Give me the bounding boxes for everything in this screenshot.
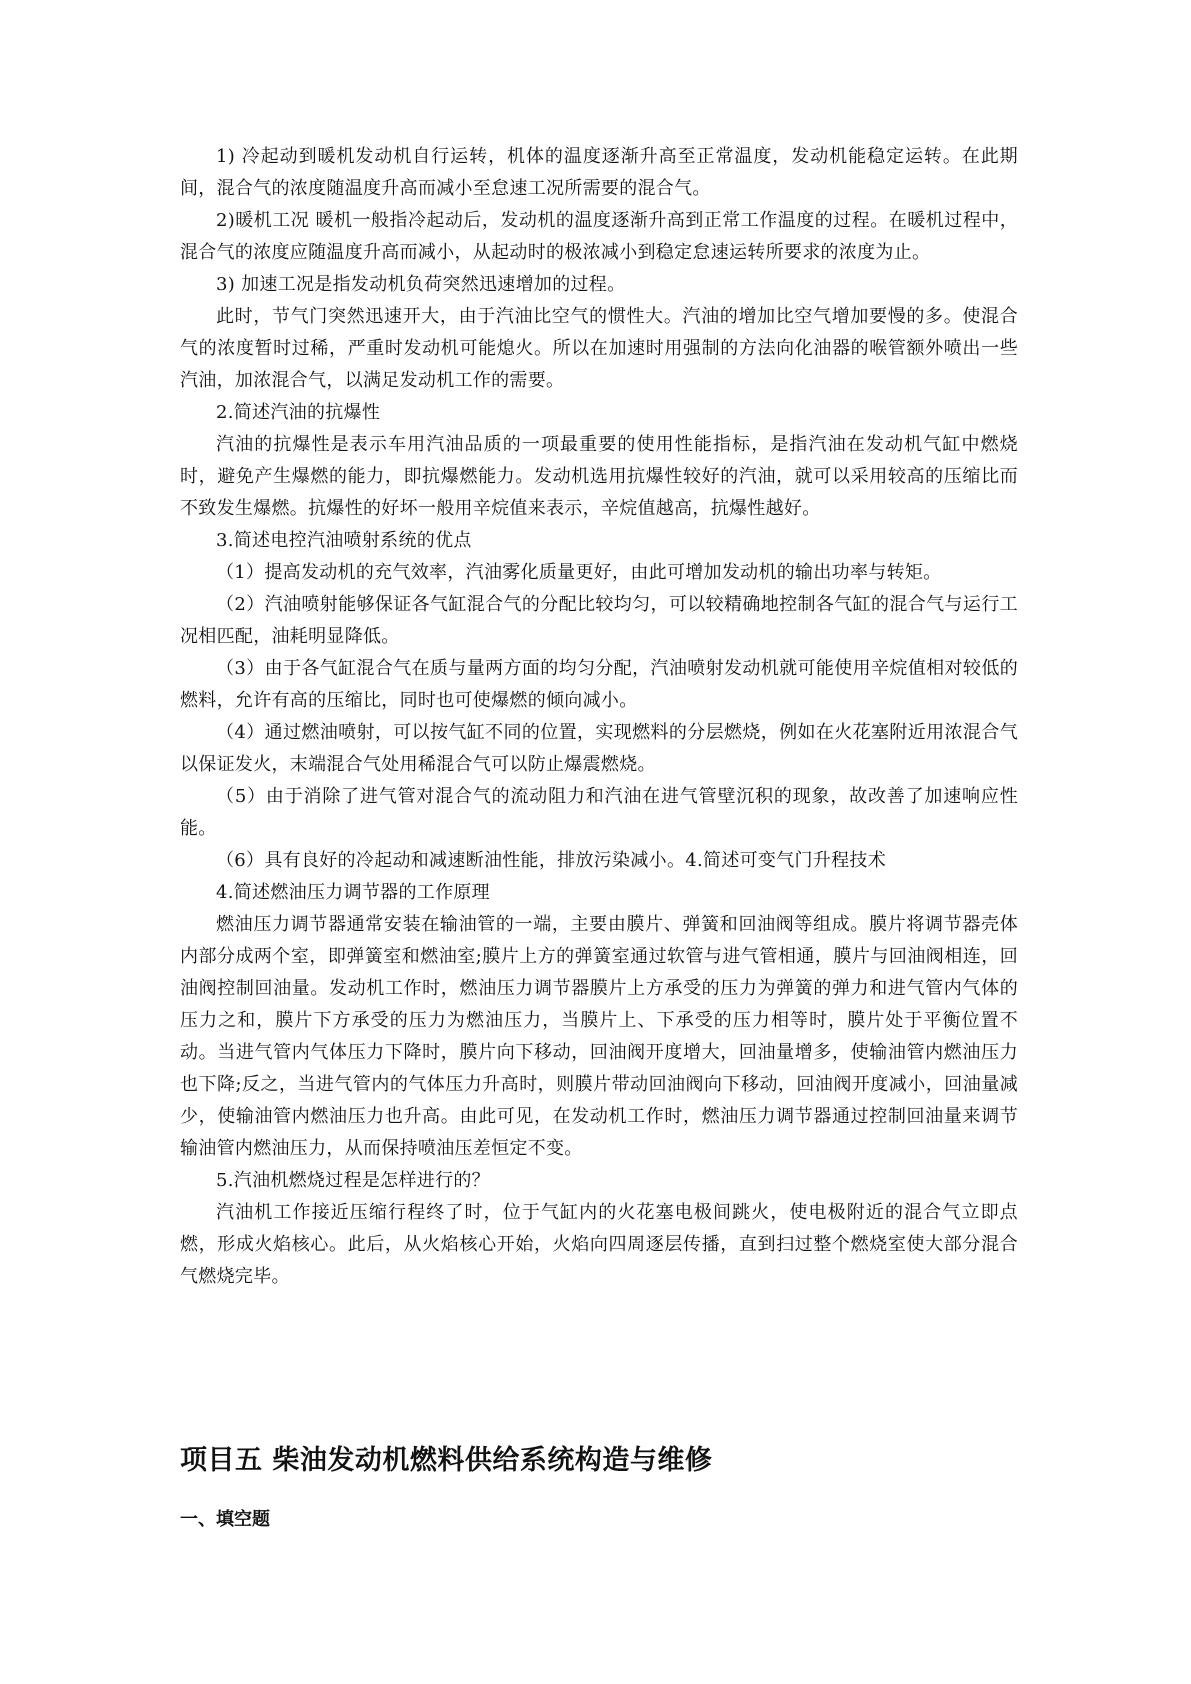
list-item-advantage-1: （1）提高发动机的充气效率，汽油雾化质量更好，由此可增加发动机的输出功率与转矩。	[216, 562, 942, 583]
question-heading-pressure-regulator: 4.简述燃油压力调节器的工作原理	[216, 882, 490, 903]
subsection-title: 一、填空题	[180, 1509, 270, 1530]
paragraph-antiknock: 汽油的抗爆性是表示车用汽油品质的一项最重要的使用性能指标，是指汽油在发动机气缸中燃烧时，避免产生爆燃的能力，即抗爆燃能力。发动机选用抗爆性较好的汽油，就可以采用较高的压缩比而不致发生爆燃。抗爆性的好坏一般用辛烷值来表示，辛烷值越高，抗爆性越好。	[180, 434, 1018, 519]
paragraph-combustion: 汽油机工作接近压缩行程终了时，位于气缸内的火花塞电极间跳火，使电极附近的混合气立即点燃，形成火焰核心。此后，从火焰核心开始，火焰向四周逐层传播，直到扫过整个燃烧室使大部分混合气燃烧完毕。	[180, 1202, 1018, 1287]
question-heading-antiknock: 2.简述汽油的抗爆性	[216, 402, 381, 423]
list-item-advantage-3: （3）由于各气缸混合气在质与量两方面的均匀分配，汽油喷射发动机就可能使用辛烷值相对较低的燃料，允许有高的压缩比，同时也可使爆燃的倾向减小。	[180, 658, 1018, 711]
paragraph-warm-up: 2)暖机工况 暖机一般指冷起动后，发动机的温度逐渐升高到正常工作温度的过程。在暖机过程中，混合气的浓度应随温度升高而减小，从起动时的极浓减小到稳定怠速运转所要求的浓度为止。	[180, 210, 1018, 263]
list-item-advantage-5: （5）由于消除了进气管对混合气的流动阻力和汽油在进气管壁沉积的现象，故改善了加速响应性能。	[180, 786, 1018, 839]
question-heading-efi-advantages: 3.简述电控汽油喷射系统的优点	[216, 530, 472, 551]
list-item-advantage-2: （2）汽油喷射能够保证各气缸混合气的分配比较均匀，可以较精确地控制各气缸的混合气与运行工况相匹配，油耗明显降低。	[180, 594, 1018, 647]
paragraph-cold-start: 1) 冷起动到暖机发动机自行运转，机体的温度逐渐升高至正常温度，发动机能稳定运转。在此期间，混合气的浓度随温度升高而减小至怠速工况所需要的混合气。	[180, 146, 1018, 199]
paragraph-pressure-regulator: 燃油压力调节器通常安装在输油管的一端，主要由膜片、弹簧和回油阀等组成。膜片将调节器壳体内部分成两个室，即弹簧室和燃油室;膜片上方的弹簧室通过软管与进气管相通，膜片与回油阀相连，回油阀控制回油量。发动机工作时，燃油压力调节器膜片上方承受的压力为弹簧的弹力和进气管内气体的压力之和，膜片下方承受的压力为燃油压力，当膜片上、下承受的压力相等时，膜片处于平衡位置不动。当进气管内气体压力下降时，膜片向下移动，回油阀开度增大，回油量增多，使输油管内燃油压力也下降;反之，当进气管内的气体压力升高时，则膜片带动回油阀向下移动，回油阀开度减小，回油量减少，使输油管内燃油压力也升高。由此可见，在发动机工作时，燃油压力调节器通过控制回油量来调节输油管内燃油压力，从而保持喷油压差恒定不变。	[180, 914, 1018, 1159]
paragraph-acceleration: 3) 加速工况是指发动机负荷突然迅速增加的过程。	[216, 274, 626, 295]
question-heading-combustion: 5.汽油机燃烧过程是怎样进行的？	[216, 1170, 490, 1191]
paragraph-acceleration-detail: 此时，节气门突然迅速开大，由于汽油比空气的惯性大。汽油的增加比空气增加要慢的多。使混合气的浓度暂时过稀，严重时发动机可能熄火。所以在加速时用强制的方法向化油器的喉管额外喷出一些汽油，加浓混合气，以满足发动机工作的需要。	[180, 306, 1018, 391]
answer-text-block	[180, 141, 1018, 1293]
list-item-advantage-4: （4）通过燃油喷射，可以按气缸不同的位置，实现燃料的分层燃烧，例如在火花塞附近用浓混合气以保证发火，末端混合气处用稀混合气可以防止爆震燃烧。	[180, 722, 1018, 775]
section-title: 项目五 柴油发动机燃料供给系统构造与维修	[180, 1445, 713, 1476]
list-item-advantage-6: （6）具有良好的冷起动和减速断油性能，排放污染减小。4.简述可变气门升程技术	[216, 850, 887, 871]
